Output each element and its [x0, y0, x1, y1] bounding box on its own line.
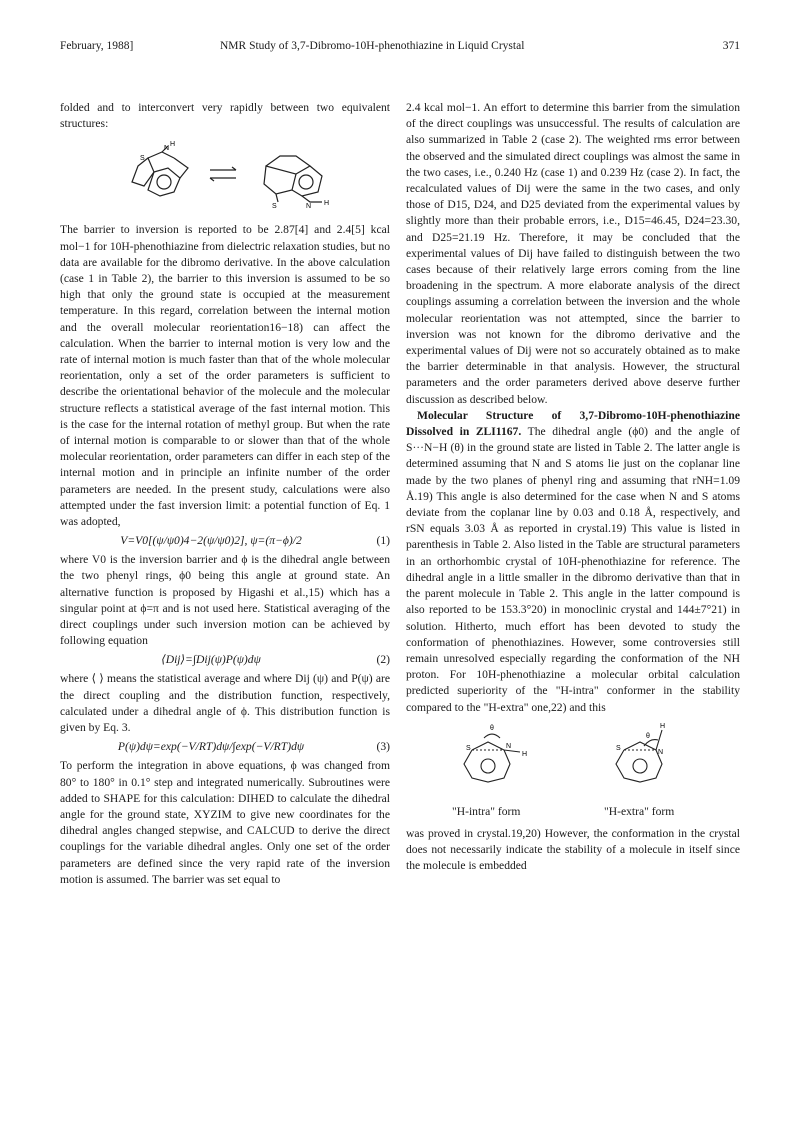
atom-label-s: S	[616, 744, 621, 752]
caption-h-extra: "H-extra" form	[604, 804, 675, 818]
running-header	[60, 40, 740, 56]
atom-label-h: H	[170, 141, 176, 149]
conformer-figure	[406, 720, 740, 824]
left-column	[60, 100, 390, 888]
atom-label-s: S	[140, 155, 145, 163]
theta-label: θ	[646, 732, 650, 740]
equation-body: P(ψ)dψ=exp(−V/RT)dψ/∫exp(−V/RT)dψ	[117, 740, 305, 754]
atom-label-s: S	[272, 203, 277, 211]
paragraph: where ⟨ ⟩ means the statistical average and where Dij (ψ) and P(ψ) are the direct coupling and the distribution function, respectively, calculated under a dihedral angle of ϕ. This distribution function is given by Eq. 3.	[60, 672, 390, 735]
paragraph: was proved in crystal.19,20) However, the conformation in the crystal does not necessarily indicate the stability of a molecule in itself since the molecule is embedded	[406, 826, 740, 873]
inversion-structures-diagram	[60, 136, 390, 216]
paragraph: where V0 is the inversion barrier and ϕ is the dihedral angle between the two phenyl rings, ϕ0 being this angle at ground state. An alternative function is proposed by Higashi et al.,15) which has a singular point at ϕ=π and is not used here. Statistical averaging of the direct couplings under such inversion motion can be achieved by following equation	[60, 553, 390, 648]
paragraph: 2.4 kcal mol−1. An effort to determine this barrier from the simulation of the direct couplings was unsuccessful. The results of calculation are also summarized in Table 2 (case 2). The weighted rms error between the observed and the simulated direct couplings was almost the same in the two cases, i.e., 0.240 Hz (case 1) and 0.239 Hz (case 2). In fact, the recalculated values of Dij were the same in the two cases, and only those of D15, D24, and D25 deviated from the experimental values by slightly more than their probable errors, i.e., D15=46.45, D24=23.30, and D25=21.19 Hz. Therefore, it may be concluded that the experimental values of Dij have failed to distinguish between the two cases because of their relatively large errors coming from the line broadening in the spectrum. A more elaborate analysis of the direct couplings assuming a correlation between the inversion and the whole molecular reorientation was not attempted, since the barrier to inversion was not known for the dibromo derivative and the experimental values of Dij were not so accurately obtained as to make the barrier determinable in that analysis. However, the structural parameters and the order parameters derived above deserve further discussion as described below.	[406, 101, 740, 406]
equation-3	[60, 736, 390, 758]
inversion-figure	[60, 136, 390, 216]
theta-label: θ	[490, 724, 494, 732]
conformer-diagram	[406, 720, 740, 804]
atom-label-n: N	[306, 203, 312, 211]
equation-body: ⟨Dij⟩=∫Dij(ψ)P(ψ)dψ	[161, 653, 261, 667]
atom-label-s: S	[466, 744, 471, 752]
atom-label-n: N	[658, 748, 664, 756]
equation-1	[60, 530, 390, 552]
paragraph: The barrier to inversion is reported to be 2.87[4] and 2.4[5] kcal mol−1 for 10H-phenothiazine from dielectric relaxation studies, but no data are available for the dibromo derivative. In the above calculation (case 1 in Table 2), the barrier to this inversion is assumed to be so high that only the ground state is occupied at the measurement temperature. In this regard, correlation between the internal motion and the overall molecular reorientation16−18) can affect the calculation. When the barrier to internal motion is very low and the rate of internal motion is much faster than that of the whole molecular reorientation, only a set of the order parameters is sufficient to describe the orientational behavior of the molecule and the molecular structure reflects a statistical average of the fast internal motion. This is the case for the internal rotation of methyl group. But when the rate of internal motion is comparable to or slower than that of the whole molecular reorientation, order parameters can differ in each step of the internal motion and in principle an infinite number of the order parameters are needed. In the present study, calculations were also attempted under the fast inversion limit: a potential function of Eq. 1 was adopted,	[60, 223, 390, 529]
equation-body: V=V0[(ψ/ψ0)4−2(ψ/ψ0)2], ψ=(π−ϕ)/2	[120, 534, 302, 548]
section-heading: Molecular Structure of 3,7-Dibromo-10H-phenothiazine Dissolved in ZLI1167.	[406, 408, 740, 439]
paragraph-text: The dihedral angle (ϕ0) and the angle of S···N−H (θ) in the ground state are listed in Table 2. The latter angle is determined assuming that N and S atoms lie just on the coplanar line made by the two planes of phenyl ring and assuming that rNH=1.09 Å.19) This angle is also determined for the case when N and S atoms deviate from the coplanar line by 0.03 and 0.18 Å, respectively, and rSN equals 3.03 Å as reported in crystal.19) This value is listed in parenthesis in Table 2. Also listed in the Table are structural parameters in an orthorhombic crystal of 10H-phenothiazine for reference. The dihedral angle in a little smaller in the dibromo derivative than that in the parent molecule in Table 2. This angle in the latter compound is also reported to be 153.3°20) in monoclinic crystal and 144±7°21) in solution. Hitherto, much effort has been devoted to study the conformation of phenothiazines. However, some controversies still remain unresolved especially regarding the conformation of the NH proton. For 10H-phenothiazine a molecular orbital calculation predicted superiority of the "H-intra" conformer in the stability compared to the "H-extra" one,22) and this	[406, 425, 740, 714]
equation-number: (1)	[376, 534, 390, 548]
header-date: February, 1988]	[60, 40, 134, 52]
atom-label-h: H	[522, 750, 528, 758]
equation-number: (3)	[376, 740, 390, 754]
paragraph: To perform the integration in above equations, ϕ was changed from 80° to 180° in 0.1° step and integrated numerically. Subroutines were added to SHAPE for this calculation: DIHED to calculate the dihedral angle for the ground state, XYZIM to give new coordinates for the dihedral angles changed stepwise, and CALCUD to derive the direct couplings for the variable dihedral angles. Only one set of the order parameters are defined since the very rapid rate of the inversion motion is assumed. The barrier was set equal to	[60, 759, 390, 886]
header-title: NMR Study of 3,7-Dibromo-10H-phenothiazine in Liquid Crystal	[220, 40, 525, 52]
right-column	[406, 100, 740, 874]
equation-2	[60, 649, 390, 671]
caption-h-intra: "H-intra" form	[452, 804, 521, 818]
atom-label-h: H	[324, 200, 330, 208]
header-page-number: 371	[722, 40, 740, 52]
atom-label-h: H	[660, 722, 666, 730]
paragraph: folded and to interconvert very rapidly between two equivalent structures:	[60, 101, 390, 131]
atom-label-n: N	[164, 145, 170, 153]
atom-label-n: N	[506, 742, 512, 750]
section-paragraph	[406, 408, 740, 716]
equation-number: (2)	[376, 653, 390, 667]
